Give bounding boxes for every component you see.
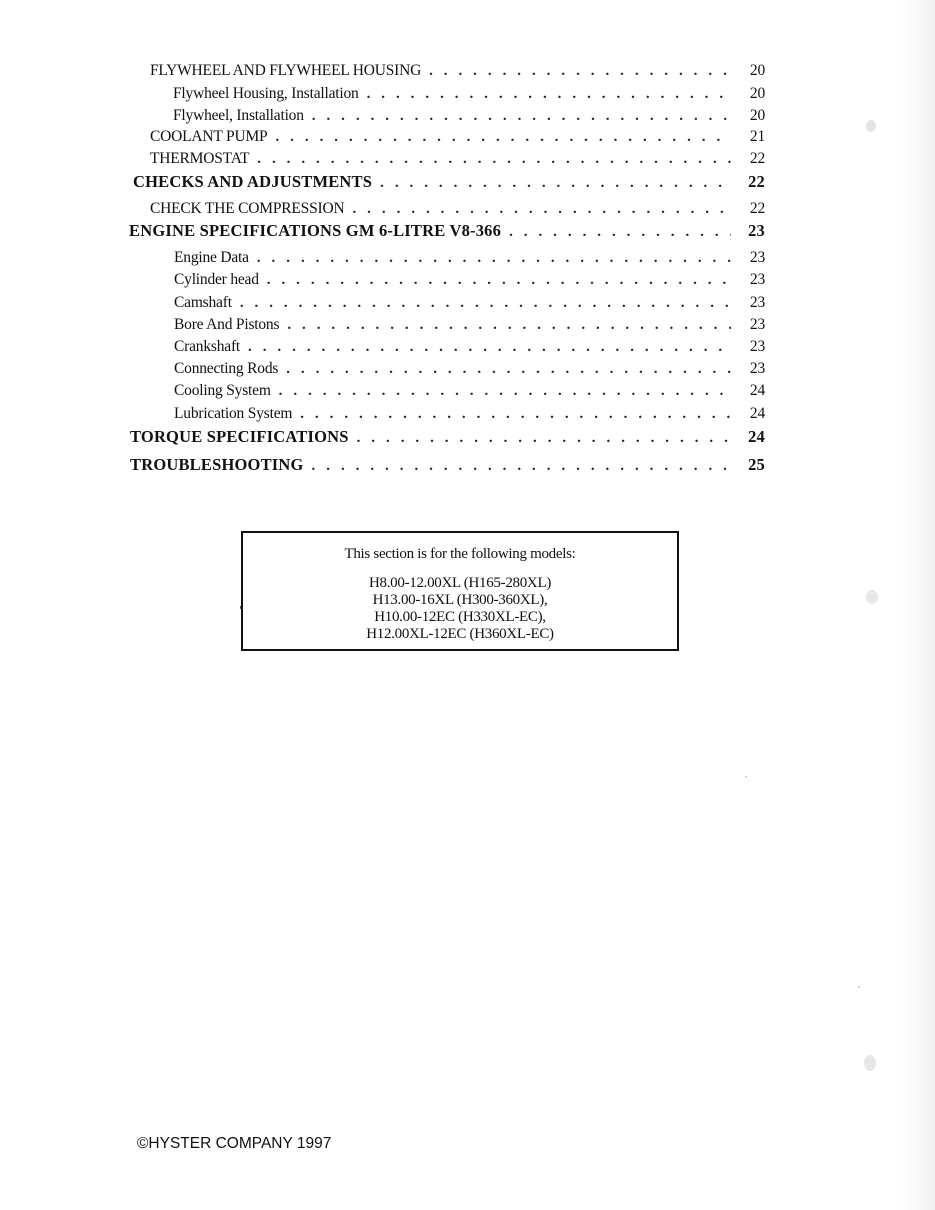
toc-entry-title: Crankshaft [174, 338, 241, 355]
toc-entry-check-the-compression[interactable] [150, 200, 765, 218]
toc-entry-torque-specifications[interactable] [130, 427, 765, 447]
toc-entry-crankshaft[interactable] [174, 338, 765, 356]
toc-entry-title: Flywheel Housing, Installation [173, 85, 359, 102]
toc-entry-title: COOLANT PUMP [150, 128, 268, 145]
toc-entry-page: 24 [748, 427, 765, 446]
dot-leader [267, 272, 731, 289]
model-line: H8.00-12.00XL (H165-280XL) [368, 575, 552, 591]
dot-leader [312, 458, 731, 475]
dot-leader [257, 250, 731, 267]
toc-entry-title: CHECKS AND ADJUSTMENTS [133, 172, 373, 191]
toc-entry-page: 23 [749, 338, 765, 355]
toc-entry-page: 23 [749, 294, 765, 311]
scan-speck [864, 1055, 876, 1071]
dot-leader [248, 339, 731, 356]
toc-entry-page: 23 [749, 360, 765, 377]
toc-entry-page: 23 [749, 249, 765, 266]
dot-leader [279, 383, 731, 400]
model-line: H13.00-16XL (H300-360XL), [372, 592, 548, 608]
dot-leader [357, 430, 731, 447]
toc-entry-troubleshooting[interactable] [130, 455, 765, 475]
toc-entry-title: ENGINE SPECIFICATIONS GM 6-LITRE V8-366 [129, 221, 502, 240]
scan-speck [745, 776, 747, 778]
toc-entry-page: 20 [749, 107, 765, 124]
toc-entry-lubrication-system[interactable] [174, 405, 765, 423]
toc-entry-title: Engine Data [174, 249, 249, 266]
scan-edge-shading [895, 0, 935, 1210]
toc-entry-page: 23 [748, 221, 765, 240]
model-line: H10.00-12EC (H330XL-EC), [374, 609, 546, 625]
toc-entry-page: 23 [749, 316, 765, 333]
toc-entry-title: Camshaft [174, 294, 232, 311]
models-intro: This section is for the following models: [344, 546, 576, 562]
toc-entry-page: 24 [749, 382, 765, 399]
toc-entry-title: Flywheel, Installation [173, 107, 304, 124]
dot-leader [240, 295, 731, 312]
toc-entry-engine-data[interactable] [174, 249, 765, 267]
toc-entry-bore-and-pistons[interactable] [174, 316, 765, 334]
toc-entry-title: CHECK THE COMPRESSION [150, 200, 345, 217]
scan-speck [858, 986, 860, 988]
dot-leader [312, 108, 731, 125]
toc-entry-title: THERMOSTAT [150, 150, 250, 167]
toc-entry-flywheel-installation[interactable] [173, 107, 765, 125]
toc-entry-connecting-rods[interactable] [174, 360, 765, 378]
model-line: H12.00XL-12EC (H360XL-EC) [366, 626, 554, 642]
toc-entry-page: 20 [749, 62, 765, 79]
dot-leader [509, 224, 731, 241]
scan-speck [866, 120, 876, 132]
toc-entry-page: 22 [749, 150, 765, 167]
toc-entry-title: Cylinder head [174, 271, 259, 288]
models-notice-box [241, 531, 679, 651]
toc-entry-title: FLYWHEEL AND FLYWHEEL HOUSING [150, 62, 422, 79]
toc-entry-page: 20 [749, 85, 765, 102]
toc-entry-title: Connecting Rods [174, 360, 279, 377]
toc-entry-title: Lubrication System [174, 405, 293, 422]
dot-leader [286, 361, 731, 378]
toc-entry-page: 21 [749, 128, 765, 145]
dot-leader [429, 63, 731, 80]
toc-entry-title: TROUBLESHOOTING [130, 455, 304, 474]
dot-leader [287, 317, 731, 334]
toc-entry-page: 22 [748, 172, 765, 191]
dot-leader [275, 129, 731, 146]
toc-entry-page: 23 [749, 271, 765, 288]
dot-leader [352, 201, 731, 218]
toc-entry-page: 24 [749, 405, 765, 422]
toc-entry-engine-specifications[interactable] [129, 221, 765, 241]
toc-entry-cylinder-head[interactable] [174, 271, 765, 289]
toc-entry-camshaft[interactable] [174, 294, 765, 312]
toc-entry-title: TORQUE SPECIFICATIONS [130, 427, 349, 446]
copyright-notice: ©HYSTER COMPANY 1997 [137, 1135, 332, 1152]
dot-leader [300, 406, 731, 423]
scan-speck [866, 590, 878, 604]
dot-leader [380, 175, 731, 192]
toc-entry-cooling-system[interactable] [174, 382, 765, 400]
toc-entry-page: 22 [749, 200, 765, 217]
toc-entry-thermostat[interactable] [150, 150, 765, 168]
toc-entry-page: 25 [748, 455, 765, 474]
dot-leader [367, 86, 731, 103]
toc-entry-checks-and-adjustments[interactable] [133, 172, 765, 192]
toc-entry-flywheel-and-flywheel-housing[interactable] [150, 62, 765, 80]
toc-entry-title: Cooling System [174, 382, 271, 399]
dot-leader [257, 151, 731, 168]
toc-entry-coolant-pump[interactable] [150, 128, 765, 146]
toc-entry-title: Bore And Pistons [174, 316, 280, 333]
toc-entry-flywheel-housing-installation[interactable] [173, 85, 765, 103]
